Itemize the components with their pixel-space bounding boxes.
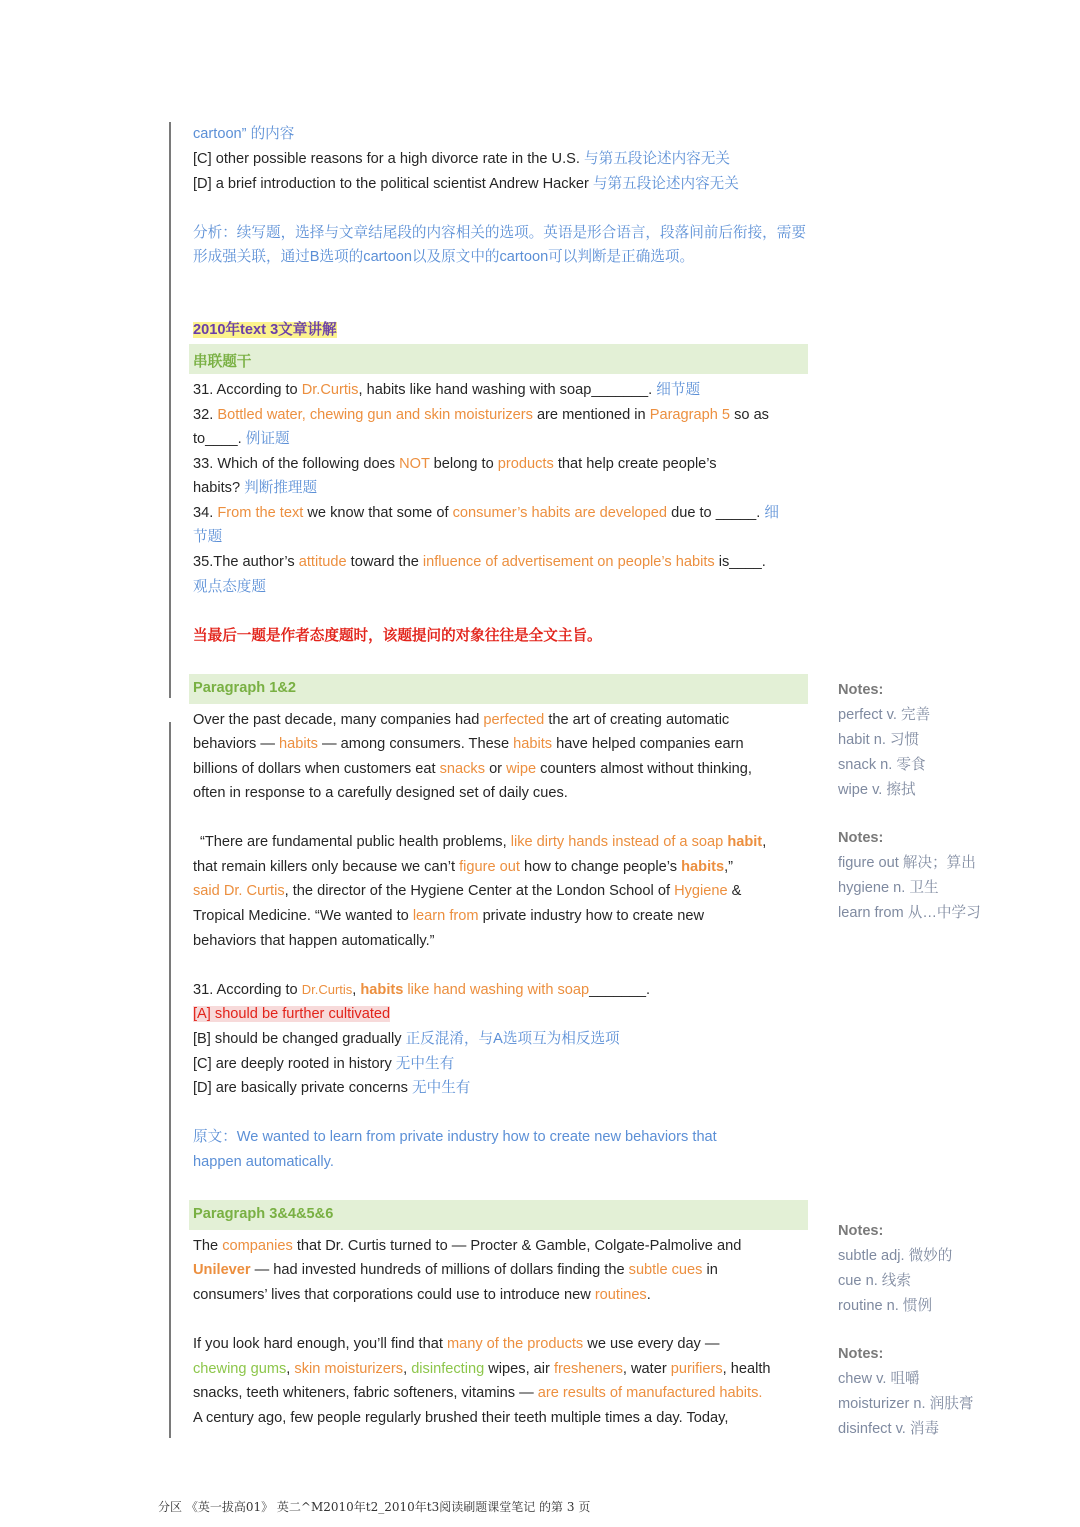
analysis-line-1: 分析：续写题，选择与文章结尾段的内容相关的选项。英语是形合语言，段落间前后衔接，需要 [193, 225, 806, 241]
note-item: hygiene n. 卫生 [838, 880, 939, 896]
question-34-stem-cont: 节题 [193, 529, 223, 545]
paragraph-3-line-3: consumers’ lives that corporations could use to introduce new routines. [193, 1287, 651, 1303]
paragraph-3-line-1: The companies that Dr. Curtis turned to — Procter & Gamble, Colgate-Palmolive and [193, 1238, 742, 1254]
left-margin-bar-bottom [169, 722, 171, 1438]
paragraph-1-line-4: often in response to a carefully designed set of daily cues. [193, 785, 568, 801]
notes-group-4 [838, 1344, 973, 1444]
analysis-line-2: 形成强关联，通过B选项的cartoon以及原文中的cartoon可以判断是正确选项。 [193, 249, 695, 265]
question-32-stem-cont: to____. 例证题 [193, 431, 290, 447]
section-header-paragraph-3-6: Paragraph 3&4&5&6 [189, 1200, 808, 1230]
note-item: cue n. 线索 [838, 1273, 911, 1289]
paragraph-3-line-2: Unilever — had invested hundreds of millions of dollars finding the subtle cues in [193, 1262, 718, 1278]
top-line-2: [C] other possible reasons for a high divorce rate in the U.S. 与第五段论述内容无关 [193, 151, 730, 167]
note-item: chew v. 咀嚼 [838, 1371, 920, 1387]
paragraph-1-line-1: Over the past decade, many companies had perfected the art of creating automatic [193, 712, 730, 728]
option-d: [D] are basically private concerns 无中生有 [193, 1080, 471, 1096]
paragraph-4-line-1: If you look hard enough, you’ll find that many of the products we use every day — [193, 1336, 720, 1352]
option-c: [C] are deeply rooted in history 无中生有 [193, 1056, 455, 1072]
section-header-paragraph-1-2: Paragraph 1&2 [189, 674, 808, 704]
question-31-stem: 31. According to Dr.Curtis, habits like hand washing with soap_______. 细节题 [193, 382, 701, 398]
page-title: 2010年text 3文章讲解 [193, 322, 337, 338]
question-35-stem-cont: 观点态度题 [193, 579, 266, 595]
option-b: [B] should be changed gradually 正反混淆，与A选项互为相反选项 [193, 1031, 620, 1047]
note-item: subtle adj. 微妙的 [838, 1248, 953, 1264]
paragraph-1-line-3: billions of dollars when customers eat snacks or wipe counters almost without thinking, [193, 761, 752, 777]
question-31: 31. According to Dr.Curtis, habits like hand washing with soap_______. [193, 982, 651, 998]
question-33-stem: 33. Which of the following does NOT belong to products that help create people’s [193, 456, 717, 472]
original-text-line-2: happen automatically. [193, 1154, 334, 1170]
notes-group-3 [838, 1221, 952, 1321]
left-margin-bar-top [169, 122, 171, 698]
note-item: figure out 解决；算出 [838, 855, 976, 871]
notes-group-1 [838, 680, 930, 805]
note-item: habit n. 习惯 [838, 732, 920, 748]
note-item: disinfect v. 消毒 [838, 1421, 940, 1437]
paragraph-1-line-2: behaviors — habits — among consumers. These habits have helped companies earn [193, 736, 744, 752]
exam-tip: 当最后一题是作者态度题时，该题提问的对象往往是全文主旨。 [193, 628, 602, 644]
top-line-3: [D] a brief introduction to the political scientist Andrew Hacker 与第五段论述内容无关 [193, 176, 739, 192]
notes-title: Notes: [838, 1346, 884, 1362]
note-item: perfect v. 完善 [838, 707, 931, 723]
paragraph-4-line-4: A century ago, few people regularly brushed their teeth multiple times a day. Today, [193, 1410, 729, 1426]
paragraph-2-line-5: behaviors that happen automatically.” [193, 933, 435, 949]
note-item: moisturizer n. 润肤膏 [838, 1396, 974, 1412]
page-footer: 分区 《英一拔高01》 英二^M2010年t2_2010年t3阅读刷题课堂笔记 的第 3 页 [158, 1500, 591, 1514]
note-item: wipe v. 擦拭 [838, 782, 916, 798]
note-item: learn from 从…中学习 [838, 905, 981, 921]
question-34-stem: 34. From the text we know that some of consumer’s habits are developed due to _____. 细 [193, 505, 780, 521]
paragraph-2-line-2: that remain killers only because we can’t figure out how to change people’s habits,” [193, 859, 734, 875]
paragraph-2-line-1: “There are fundamental public health problems, like dirty hands instead of a soap habit, [200, 834, 767, 850]
note-item: routine n. 惯例 [838, 1298, 933, 1314]
notes-title: Notes: [838, 830, 884, 846]
original-text-line-1: 原文：We wanted to learn from private industry how to create new behaviors that [193, 1129, 717, 1145]
option-a-answer: [A] should be further cultivated [193, 1006, 391, 1022]
question-35-stem: 35.The author’s attitude toward the influence of advertisement on people’s habits is____. [193, 554, 766, 570]
notes-title: Notes: [838, 682, 884, 698]
section-header-question-stems: 串联题干 [189, 344, 808, 374]
paragraph-4-line-3: snacks, teeth whiteners, fabric softeners, vitamins — are results of manufactured habits. [193, 1385, 763, 1401]
notes-group-2 [838, 828, 981, 928]
notes-title: Notes: [838, 1223, 884, 1239]
question-32-stem: 32. Bottled water, chewing gun and skin moisturizers are mentioned in Paragraph 5 so as [193, 407, 769, 423]
paragraph-4-line-2: chewing gums, skin moisturizers, disinfecting wipes, air fresheners, water purifiers, health [193, 1361, 771, 1377]
paragraph-2-line-4: Tropical Medicine. “We wanted to learn from private industry how to create new [193, 908, 705, 924]
top-line-1: cartoon” 的内容 [193, 126, 295, 142]
paragraph-2-line-3: said Dr. Curtis, the director of the Hygiene Center at the London School of Hygiene & [193, 883, 742, 899]
question-33-stem-cont: habits? 判断推理题 [193, 480, 318, 496]
note-item: snack n. 零食 [838, 757, 926, 773]
